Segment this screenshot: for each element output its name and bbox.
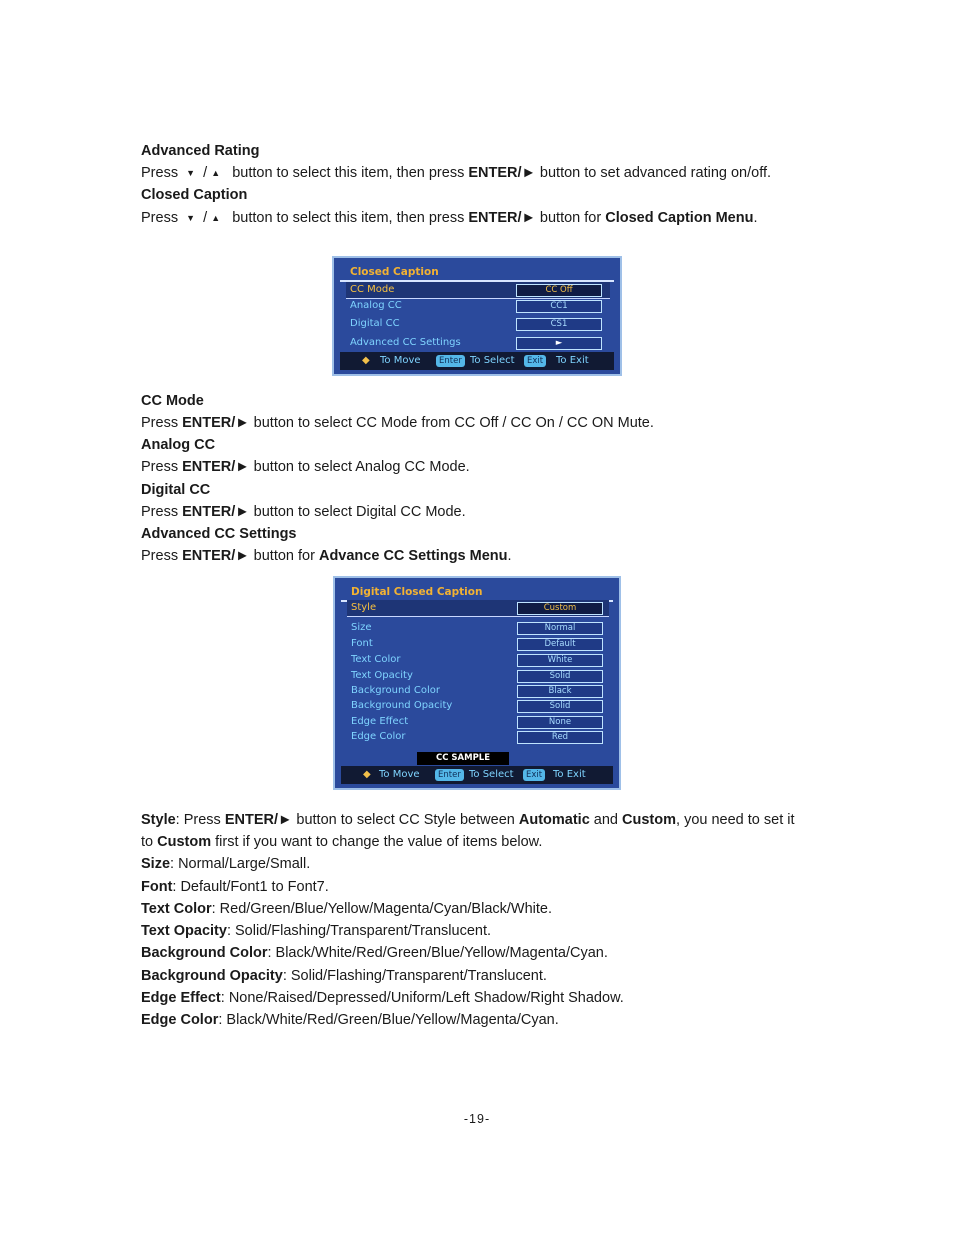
- enter-key-text: ENTER/: [182, 459, 236, 475]
- menu-title: Digital Closed Caption: [341, 584, 613, 602]
- text: button to select CC Style between: [296, 812, 515, 828]
- menu-item-label: Advanced CC Settings: [350, 337, 461, 348]
- item-label: Font: [141, 879, 173, 895]
- menu-item-value: CC1: [516, 300, 602, 313]
- menu-item-label: Text Opacity: [351, 670, 413, 681]
- menu-item-cc-mode[interactable]: [346, 282, 610, 299]
- menu-item-value: CC Off: [516, 284, 602, 297]
- advanced-rating-instructions: Press ▼ / ▲ button to select this item, then press ENTER/► button to set advanced rating on/off.: [141, 165, 772, 181]
- enter-key-text: ENTER/: [182, 415, 236, 431]
- menu-title: Closed Caption: [340, 264, 614, 282]
- heading-advanced-cc-settings: Advanced CC Settings: [141, 526, 297, 542]
- menu-item-label: CC Mode: [350, 284, 395, 295]
- item-label: Size: [141, 856, 171, 872]
- font-description: [141, 878, 329, 896]
- menu-item-label: Font: [351, 638, 373, 649]
- menu-name-text: Advance CC Settings Menu: [318, 548, 508, 564]
- item-options: : Red/Green/Blue/Yellow/Magenta/Cyan/Black/White.: [211, 901, 553, 917]
- right-arrow-icon: ►: [235, 415, 250, 431]
- text-color-description: [141, 900, 552, 918]
- menu-item-label: Analog CC: [350, 300, 402, 311]
- menu-item-text-color[interactable]: [347, 652, 609, 668]
- heading-closed-caption: Closed Caption: [141, 187, 248, 203]
- menu-item-background-opacity[interactable]: [347, 698, 609, 714]
- instruction-end-text: button to set advanced rating on/off.: [539, 165, 772, 181]
- right-arrow-icon: ►: [521, 210, 536, 226]
- to-exit-text: To Exit: [556, 355, 589, 366]
- menu-item-label: Background Color: [351, 685, 440, 696]
- up-arrow-icon: ▲: [211, 168, 221, 178]
- menu-item-label: Text Color: [351, 654, 401, 665]
- edge-effect-description: [141, 989, 624, 1007]
- right-arrow-icon: ►: [521, 165, 536, 181]
- to-exit-text: To Exit: [553, 769, 586, 780]
- to-move-text: To Move: [379, 769, 420, 780]
- instruction-text: button to select this item, then press: [232, 210, 465, 226]
- background-color-description: [141, 944, 608, 962]
- text: to: [141, 834, 154, 850]
- menu-item-label: Digital CC: [350, 318, 400, 329]
- cc-mode-instructions: [141, 414, 654, 432]
- item-label: Edge Color: [141, 1012, 219, 1028]
- item-options: : Default/Font1 to Font7.: [172, 879, 329, 895]
- menu-item-text-opacity[interactable]: [347, 668, 609, 684]
- enter-key-text: ENTER/: [182, 504, 236, 520]
- instruction-text: button to select this item, then press: [232, 165, 465, 181]
- press-text: Press: [141, 459, 179, 475]
- digital-cc-instructions: [141, 503, 466, 521]
- press-text: Press: [141, 165, 179, 181]
- menu-item-analog-cc[interactable]: [346, 298, 610, 314]
- updown-arrow-icon: ◆: [363, 769, 371, 780]
- style-label: Style: [141, 812, 176, 828]
- instruction-text: button to select CC Mode from CC Off / CC On / CC ON Mute.: [253, 415, 654, 431]
- style-description-cont: [141, 833, 542, 851]
- exit-key-label: Exit: [523, 769, 545, 781]
- menu-item-size[interactable]: [347, 620, 609, 636]
- style-description: [141, 811, 795, 829]
- item-label: Background Color: [141, 945, 268, 961]
- custom-text: Custom: [157, 834, 212, 850]
- play-arrow-icon: ►: [516, 337, 602, 350]
- up-arrow-icon: ▲: [211, 213, 221, 223]
- size-description: [141, 855, 310, 873]
- right-arrow-icon: ►: [235, 548, 250, 564]
- heading-analog-cc: Analog CC: [141, 437, 216, 453]
- menu-item-edge-effect[interactable]: [347, 714, 609, 730]
- menu-item-background-color[interactable]: [347, 683, 609, 699]
- menu-item-label: Background Opacity: [351, 700, 453, 711]
- menu-item-label: Size: [351, 622, 372, 633]
- item-options: : Normal/Large/Small.: [170, 856, 311, 872]
- exit-key-label: Exit: [524, 355, 546, 367]
- right-arrow-icon: ►: [235, 459, 250, 475]
- enter-key-text: ENTER/: [468, 165, 522, 181]
- enter-key-text: ENTER/: [468, 210, 522, 226]
- item-options: : Solid/Flashing/Transparent/Translucent.: [282, 968, 547, 984]
- digital-closed-caption-menu: [333, 576, 621, 790]
- menu-item-value: Solid: [517, 700, 603, 713]
- heading-cc-mode: CC Mode: [141, 393, 204, 409]
- text: and: [593, 812, 618, 828]
- press-text: Press: [141, 210, 179, 226]
- menu-item-advanced-cc-settings[interactable]: [346, 335, 610, 351]
- menu-item-value: CS1: [516, 318, 602, 331]
- menu-footer: [340, 352, 614, 370]
- text: , you need to set it: [676, 812, 795, 828]
- closed-caption-menu: [332, 256, 622, 376]
- item-options: : Black/White/Red/Green/Blue/Yellow/Magenta/Cyan.: [218, 1012, 559, 1028]
- cc-sample-box: CC SAMPLE: [417, 752, 509, 765]
- menu-item-digital-cc[interactable]: [346, 316, 610, 332]
- menu-item-style[interactable]: [347, 600, 609, 617]
- menu-item-edge-color[interactable]: [347, 729, 609, 745]
- enter-key-text: ENTER/: [224, 812, 278, 828]
- menu-item-label: Style: [351, 602, 377, 613]
- item-label: Background Opacity: [141, 968, 283, 984]
- instruction-text: button for: [539, 210, 602, 226]
- menu-item-value: None: [517, 716, 603, 729]
- to-select-text: To Select: [470, 355, 515, 366]
- closed-caption-instructions: Press ▼ / ▲ button to select this item, then press ENTER/► button for Closed Caption Menu.: [141, 210, 758, 226]
- instruction-text: button to select Digital CC Mode.: [253, 504, 466, 520]
- menu-item-label: Edge Color: [351, 731, 406, 742]
- text: : Press: [175, 812, 221, 828]
- instruction-text: button for: [253, 548, 315, 564]
- press-text: Press: [141, 415, 179, 431]
- menu-item-value: Black: [517, 685, 603, 698]
- automatic-text: Automatic: [518, 812, 590, 828]
- text: first if you want to change the value of items below.: [215, 834, 543, 850]
- item-label: Text Opacity: [141, 923, 227, 939]
- text-opacity-description: [141, 922, 491, 940]
- item-options: : Solid/Flashing/Transparent/Translucent.: [226, 923, 492, 939]
- instruction-text: button to select Analog CC Mode.: [253, 459, 470, 475]
- menu-item-value: Default: [517, 638, 603, 651]
- menu-item-font[interactable]: [347, 636, 609, 652]
- updown-arrow-icon: ◆: [362, 355, 370, 366]
- enter-key-label: Enter: [436, 355, 465, 367]
- menu-item-value: Red: [517, 731, 603, 744]
- menu-item-label: Edge Effect: [351, 716, 409, 727]
- item-options: : None/Raised/Depressed/Uniform/Left Shadow/Right Shadow.: [220, 990, 624, 1006]
- enter-key-label: Enter: [435, 769, 464, 781]
- menu-item-value: Custom: [517, 602, 603, 615]
- menu-item-value: Normal: [517, 622, 603, 635]
- heading-digital-cc: Digital CC: [141, 482, 211, 498]
- press-text: Press: [141, 504, 179, 520]
- custom-text: Custom: [622, 812, 677, 828]
- background-opacity-description: [141, 967, 547, 985]
- menu-name-text: Closed Caption Menu: [605, 210, 754, 226]
- item-label: Edge Effect: [141, 990, 221, 1006]
- menu-item-value: Solid: [517, 670, 603, 683]
- to-move-text: To Move: [380, 355, 421, 366]
- to-select-text: To Select: [469, 769, 514, 780]
- right-arrow-icon: ►: [278, 812, 293, 828]
- down-arrow-icon: ▼: [186, 213, 196, 223]
- advanced-cc-instructions: Press ENTER/► button for Advance CC Settings Menu.: [141, 548, 512, 564]
- enter-key-text: ENTER/: [182, 548, 236, 564]
- heading-advanced-rating: Advanced Rating: [141, 143, 260, 159]
- right-arrow-icon: ►: [235, 504, 250, 520]
- edge-color-description: [141, 1011, 559, 1029]
- item-label: Text Color: [141, 901, 212, 917]
- analog-cc-instructions: [141, 458, 470, 476]
- menu-footer: [341, 766, 613, 784]
- press-text: Press: [141, 548, 179, 564]
- item-options: : Black/White/Red/Green/Blue/Yellow/Magenta/Cyan.: [267, 945, 608, 961]
- down-arrow-icon: ▼: [186, 168, 196, 178]
- menu-item-value: White: [517, 654, 603, 667]
- page-number: -19-: [463, 1112, 491, 1126]
